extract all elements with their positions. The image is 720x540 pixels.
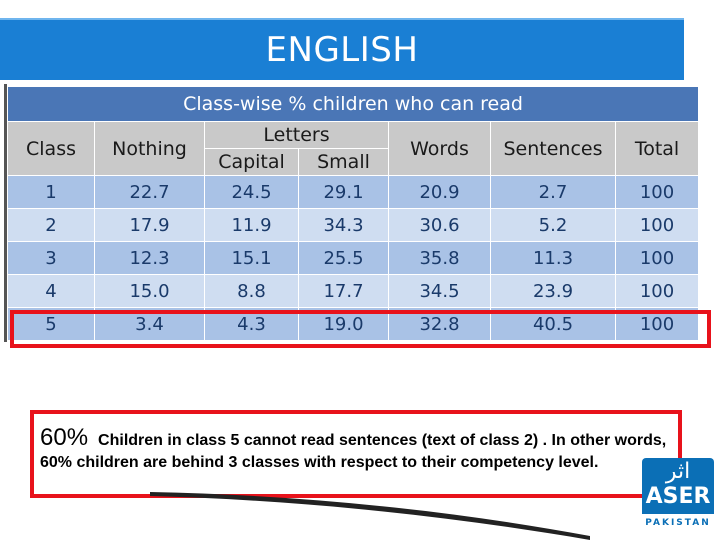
cell-small: 19.0	[299, 308, 389, 341]
header-total: Total	[616, 122, 699, 176]
reading-table-container	[7, 86, 698, 341]
cell-sentences: 23.9	[491, 275, 616, 308]
cell-capital: 11.9	[205, 209, 299, 242]
cell-capital: 4.3	[205, 308, 299, 341]
note-percent: 60%	[40, 424, 89, 451]
cell-class: 1	[8, 176, 95, 209]
cell-total: 100	[616, 176, 699, 209]
cell-words: 34.5	[389, 275, 491, 308]
cell-total: 100	[616, 308, 699, 341]
cell-sentences: 11.3	[491, 242, 616, 275]
header-capital: Capital	[205, 149, 299, 176]
table-row	[8, 242, 699, 275]
logo-urdu-text: اثر	[665, 459, 691, 484]
cell-small: 17.7	[299, 275, 389, 308]
cell-sentences: 40.5	[491, 308, 616, 341]
cell-nothing: 12.3	[95, 242, 205, 275]
cell-words: 35.8	[389, 242, 491, 275]
cell-nothing: 17.9	[95, 209, 205, 242]
cell-words: 32.8	[389, 308, 491, 341]
cell-capital: 8.8	[205, 275, 299, 308]
cell-nothing: 22.7	[95, 176, 205, 209]
cell-capital: 24.5	[205, 176, 299, 209]
cell-sentences: 2.7	[491, 176, 616, 209]
header-nothing: Nothing	[95, 122, 205, 176]
header-class: Class	[8, 122, 95, 176]
logo-badge	[642, 458, 714, 514]
table-row	[8, 275, 699, 308]
header-words: Words	[389, 122, 491, 176]
cell-words: 20.9	[389, 176, 491, 209]
reading-table	[7, 86, 699, 341]
cell-class: 2	[8, 209, 95, 242]
cell-class: 3	[8, 242, 95, 275]
cell-total: 100	[616, 209, 699, 242]
logo-name: ASER	[645, 484, 711, 509]
table-row	[8, 176, 699, 209]
note-text: Children in class 5 cannot read sentences (text of class 2) . In other words, 60% children are behind 3 classes with respect to their competency level.	[40, 432, 667, 471]
page-title: ENGLISH	[265, 30, 419, 70]
cell-total: 100	[616, 275, 699, 308]
table-caption: Class-wise % children who can read	[8, 87, 699, 122]
cell-class: 4	[8, 275, 95, 308]
cell-small: 34.3	[299, 209, 389, 242]
cell-sentences: 5.2	[491, 209, 616, 242]
cell-nothing: 15.0	[95, 275, 205, 308]
decorative-swoosh	[150, 490, 590, 540]
table-row	[8, 209, 699, 242]
header-letters: Letters	[205, 122, 389, 149]
cell-class: 5	[8, 308, 95, 341]
cell-words: 30.6	[389, 209, 491, 242]
cell-total: 100	[616, 242, 699, 275]
row-highlight-box	[10, 310, 711, 348]
cell-nothing: 3.4	[95, 308, 205, 341]
header-sentences: Sentences	[491, 122, 616, 176]
cell-small: 25.5	[299, 242, 389, 275]
note-callout	[30, 410, 682, 498]
header-small: Small	[299, 149, 389, 176]
title-banner	[0, 18, 684, 80]
cell-small: 29.1	[299, 176, 389, 209]
cell-capital: 15.1	[205, 242, 299, 275]
aser-logo	[642, 458, 714, 536]
logo-country: PAKISTAN	[645, 518, 711, 528]
